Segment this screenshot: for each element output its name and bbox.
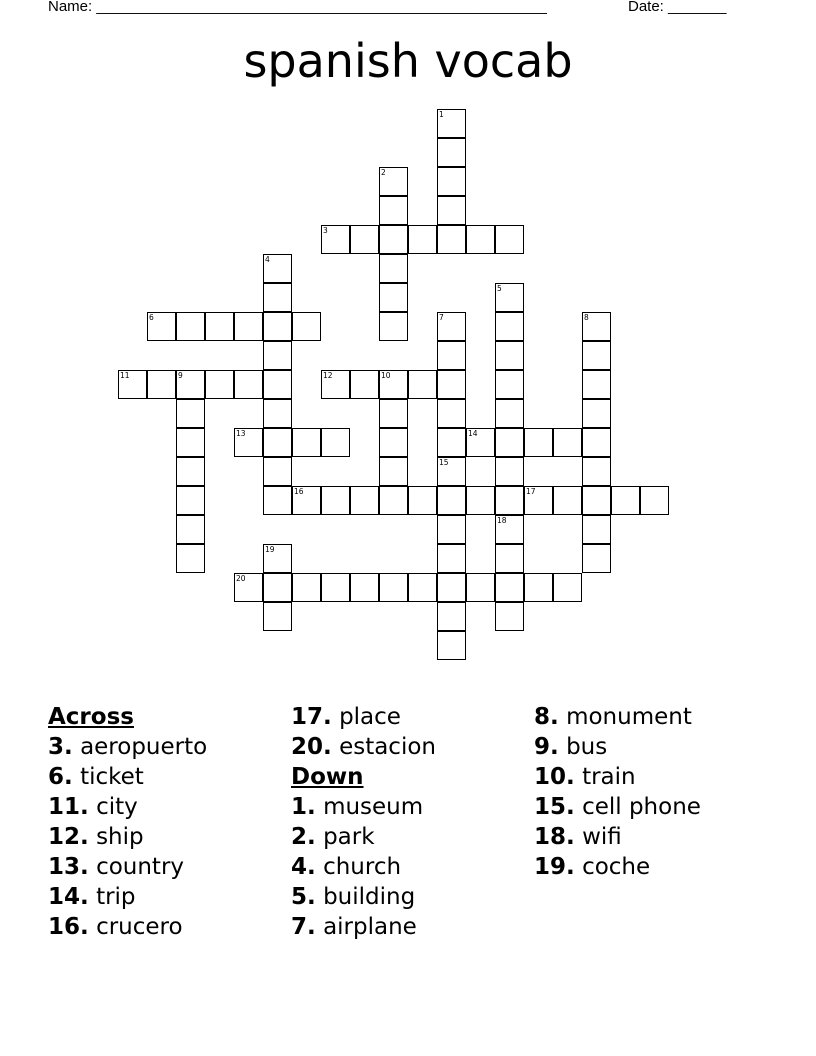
clue-text: museum <box>323 794 424 820</box>
grid-cell[interactable] <box>437 167 466 196</box>
grid-cell[interactable] <box>495 283 524 312</box>
clue-across-3 <box>48 732 207 762</box>
clue-across-16 <box>48 912 207 942</box>
clue-text: trip <box>96 884 136 910</box>
grid-cell[interactable] <box>379 573 408 602</box>
grid-cell[interactable] <box>582 399 611 428</box>
grid-cell[interactable] <box>379 225 408 254</box>
grid-cell[interactable] <box>292 486 321 515</box>
clue-across-11 <box>48 792 207 822</box>
grid-cell[interactable] <box>292 428 321 457</box>
grid-cell[interactable] <box>147 370 176 399</box>
grid-cell[interactable] <box>263 312 292 341</box>
grid-cell[interactable] <box>582 486 611 515</box>
cell-number: 3 <box>323 226 328 235</box>
grid-cell[interactable] <box>437 341 466 370</box>
clue-number: 8. <box>534 704 559 730</box>
clue-text: ticket <box>80 764 144 790</box>
cell-number: 20 <box>236 574 246 583</box>
grid-cell[interactable] <box>292 312 321 341</box>
grid-cell[interactable] <box>234 312 263 341</box>
grid-cell[interactable] <box>176 312 205 341</box>
grid-cell[interactable] <box>234 573 263 602</box>
clue-down-15 <box>534 792 701 822</box>
cell-number: 17 <box>526 487 536 496</box>
grid-cell[interactable] <box>437 399 466 428</box>
clue-number: 7. <box>291 914 316 940</box>
grid-cell[interactable] <box>466 486 495 515</box>
grid-cell[interactable] <box>495 486 524 515</box>
cell-number: 8 <box>584 313 589 322</box>
clue-column-3 <box>534 702 701 882</box>
clue-across-20 <box>291 732 436 762</box>
clue-number: 14. <box>48 884 89 910</box>
grid-cell[interactable] <box>495 312 524 341</box>
clue-number: 2. <box>291 824 316 850</box>
grid-cell[interactable] <box>205 312 234 341</box>
clue-text: cell phone <box>582 794 701 820</box>
grid-cell[interactable] <box>640 486 669 515</box>
grid-cell[interactable] <box>582 457 611 486</box>
grid-cell[interactable] <box>466 225 495 254</box>
clue-text: bus <box>566 734 608 760</box>
clue-text: wifi <box>582 824 622 850</box>
grid-cell[interactable] <box>379 486 408 515</box>
grid-cell[interactable] <box>321 486 350 515</box>
cell-number: 19 <box>265 545 275 554</box>
grid-cell[interactable] <box>263 486 292 515</box>
cell-number: 7 <box>439 313 444 322</box>
grid-cell[interactable] <box>118 370 147 399</box>
cell-number: 4 <box>265 255 270 264</box>
clue-text: airplane <box>323 914 417 940</box>
grid-cell[interactable] <box>379 370 408 399</box>
clue-down-18 <box>534 822 701 852</box>
grid-cell[interactable] <box>466 573 495 602</box>
clue-down-5 <box>291 882 436 912</box>
clue-down-7 <box>291 912 436 942</box>
grid-cell[interactable] <box>466 428 495 457</box>
cell-number: 13 <box>236 429 246 438</box>
clue-number: 1. <box>291 794 316 820</box>
grid-cell[interactable] <box>263 370 292 399</box>
clue-number: 6. <box>48 764 73 790</box>
grid-cell[interactable] <box>495 428 524 457</box>
grid-cell[interactable] <box>495 544 524 573</box>
grid-cell[interactable] <box>495 457 524 486</box>
cell-number: 9 <box>178 371 183 380</box>
clue-text: monument <box>566 704 692 730</box>
grid-cell[interactable] <box>524 486 553 515</box>
grid-cell[interactable] <box>147 312 176 341</box>
grid-cell[interactable] <box>408 370 437 399</box>
grid-cell[interactable] <box>495 515 524 544</box>
cell-number: 5 <box>497 284 502 293</box>
grid-cell[interactable] <box>408 573 437 602</box>
grid-cell[interactable] <box>379 254 408 283</box>
grid-cell[interactable] <box>495 399 524 428</box>
grid-cell[interactable] <box>263 428 292 457</box>
grid-cell[interactable] <box>263 602 292 631</box>
clue-down-9 <box>534 732 701 762</box>
grid-cell[interactable] <box>379 428 408 457</box>
grid-cell[interactable] <box>176 370 205 399</box>
clue-across-13 <box>48 852 207 882</box>
clue-text: aeropuerto <box>80 734 208 760</box>
clue-text: place <box>339 704 401 730</box>
cell-number: 12 <box>323 371 333 380</box>
grid-cell[interactable] <box>263 544 292 573</box>
clue-down-2 <box>291 822 436 852</box>
grid-cell[interactable] <box>263 457 292 486</box>
grid-cell[interactable] <box>495 602 524 631</box>
cell-number: 15 <box>439 458 449 467</box>
grid-cell[interactable] <box>437 196 466 225</box>
grid-cell[interactable] <box>205 370 234 399</box>
grid-cell[interactable] <box>437 602 466 631</box>
grid-cell[interactable] <box>524 573 553 602</box>
grid-cell[interactable] <box>437 573 466 602</box>
grid-cell[interactable] <box>408 225 437 254</box>
cell-number: 2 <box>381 168 386 177</box>
clue-number: 9. <box>534 734 559 760</box>
grid-cell[interactable] <box>379 312 408 341</box>
grid-cell[interactable] <box>495 573 524 602</box>
grid-cell[interactable] <box>350 225 379 254</box>
grid-cell[interactable] <box>437 312 466 341</box>
clue-text: church <box>323 854 402 880</box>
grid-cell[interactable] <box>437 631 466 660</box>
grid-cell[interactable] <box>437 486 466 515</box>
clue-text: train <box>582 764 636 790</box>
cell-number: 6 <box>149 313 154 322</box>
clue-text: estacion <box>339 734 436 760</box>
grid-cell[interactable] <box>379 399 408 428</box>
grid-cell[interactable] <box>379 283 408 312</box>
grid-cell[interactable] <box>321 573 350 602</box>
grid-cell[interactable] <box>437 225 466 254</box>
clue-number: 12. <box>48 824 89 850</box>
clue-down-1 <box>291 792 436 822</box>
date-field-label: Date: _______ <box>628 0 727 15</box>
grid-cell[interactable] <box>553 573 582 602</box>
clue-number: 10. <box>534 764 575 790</box>
grid-cell[interactable] <box>553 428 582 457</box>
grid-cell[interactable] <box>321 370 350 399</box>
clue-across-6 <box>48 762 207 792</box>
clue-number: 5. <box>291 884 316 910</box>
clue-down-4 <box>291 852 436 882</box>
clue-across-17 <box>291 702 436 732</box>
grid-cell[interactable] <box>495 370 524 399</box>
clue-number: 11. <box>48 794 89 820</box>
grid-cell[interactable] <box>263 283 292 312</box>
grid-cell[interactable] <box>176 486 205 515</box>
clue-down-10 <box>534 762 701 792</box>
clue-number: 20. <box>291 734 332 760</box>
clue-text: crucero <box>96 914 183 940</box>
grid-cell[interactable] <box>379 167 408 196</box>
clue-number: 15. <box>534 794 575 820</box>
grid-cell[interactable] <box>582 341 611 370</box>
grid-cell[interactable] <box>524 428 553 457</box>
grid-cell[interactable] <box>350 486 379 515</box>
clue-down-8 <box>534 702 701 732</box>
grid-cell[interactable] <box>176 399 205 428</box>
grid-cell[interactable] <box>582 312 611 341</box>
grid-cell[interactable] <box>437 109 466 138</box>
grid-cell[interactable] <box>234 428 263 457</box>
cell-number: 18 <box>497 516 507 525</box>
grid-cell[interactable] <box>553 486 582 515</box>
cell-number: 1 <box>439 110 444 119</box>
clue-number: 17. <box>291 704 332 730</box>
grid-cell[interactable] <box>263 254 292 283</box>
clue-across-12 <box>48 822 207 852</box>
grid-cell[interactable] <box>321 225 350 254</box>
grid-cell[interactable] <box>582 370 611 399</box>
grid-cell[interactable] <box>350 370 379 399</box>
clue-text: coche <box>582 854 651 880</box>
grid-cell[interactable] <box>437 544 466 573</box>
clue-text: building <box>323 884 416 910</box>
clue-text: country <box>96 854 185 880</box>
grid-cell[interactable] <box>176 544 205 573</box>
grid-cell[interactable] <box>495 341 524 370</box>
cell-number: 11 <box>120 371 130 380</box>
grid-cell[interactable] <box>379 457 408 486</box>
grid-cell[interactable] <box>437 457 466 486</box>
clue-number: 18. <box>534 824 575 850</box>
grid-cell[interactable] <box>176 428 205 457</box>
name-field-label: Name: ______________________________________________________ <box>48 0 547 15</box>
clue-number: 4. <box>291 854 316 880</box>
grid-cell[interactable] <box>321 428 350 457</box>
grid-cell[interactable] <box>437 515 466 544</box>
cell-number: 10 <box>381 371 391 380</box>
grid-cell[interactable] <box>408 486 437 515</box>
grid-cell[interactable] <box>263 399 292 428</box>
grid-cell[interactable] <box>611 486 640 515</box>
grid-cell[interactable] <box>379 196 408 225</box>
clue-text: city <box>96 794 138 820</box>
across-heading: Across <box>48 704 134 730</box>
grid-cell[interactable] <box>437 138 466 167</box>
grid-cell[interactable] <box>582 544 611 573</box>
down-heading: Down <box>291 764 364 790</box>
clue-down-19 <box>534 852 701 882</box>
clue-number: 16. <box>48 914 89 940</box>
cell-number: 14 <box>468 429 478 438</box>
clue-number: 13. <box>48 854 89 880</box>
clue-text: park <box>323 824 375 850</box>
clue-text: ship <box>96 824 144 850</box>
grid-cell[interactable] <box>234 370 263 399</box>
puzzle-title: spanish vocab <box>243 34 573 88</box>
clue-across-14 <box>48 882 207 912</box>
grid-cell[interactable] <box>263 341 292 370</box>
grid-cell[interactable] <box>437 370 466 399</box>
grid-cell[interactable] <box>495 225 524 254</box>
grid-cell[interactable] <box>350 573 379 602</box>
cell-number: 16 <box>294 487 304 496</box>
grid-cell[interactable] <box>176 457 205 486</box>
grid-cell[interactable] <box>582 515 611 544</box>
clue-number: 3. <box>48 734 73 760</box>
grid-cell[interactable] <box>292 573 321 602</box>
grid-cell[interactable] <box>263 573 292 602</box>
grid-cell[interactable] <box>437 428 466 457</box>
grid-cell[interactable] <box>582 428 611 457</box>
clue-column-1 <box>48 702 207 942</box>
grid-cell[interactable] <box>176 515 205 544</box>
clue-column-2 <box>291 702 436 942</box>
clue-number: 19. <box>534 854 575 880</box>
